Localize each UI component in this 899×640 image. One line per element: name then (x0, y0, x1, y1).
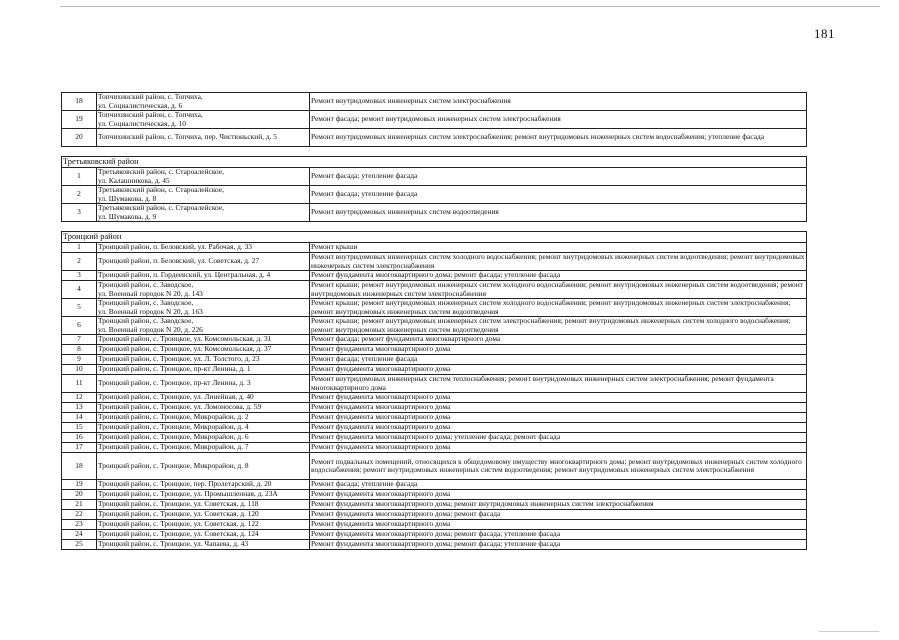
row-address: Троицкий район, с. Троицкое, ул. Л. Толстого, д. 23 (97, 355, 310, 365)
row-address: Троицкий район, с. Троицкое, Микрорайон, д. 2 (97, 413, 310, 423)
row-number: 20 (62, 129, 97, 147)
row-work-types: Ремонт внутридомовых инженерных систем холодного водоснабжения; ремонт внутридомовых инженерных систем водоотведения; ремонт внутридомовых инженерных систем электроснабжения (311, 252, 805, 270)
table-row (62, 186, 807, 204)
row-number: 15 (62, 423, 97, 433)
row-address: Троицкий район, с. Троицкое, ул. Советская, д. 118 (97, 500, 310, 510)
table-row (62, 335, 807, 345)
row-address: Троицкий район, п. Беловский, ул. Советская, д. 27 (97, 253, 310, 271)
row-address: Троицкий район, с. Троицкое, ул. Комсомольская, д. 37 (97, 345, 310, 355)
table-row (62, 453, 807, 480)
row-address: Троицкий район, с. Троицкое, Микрорайон, д. 7 (97, 443, 310, 453)
row-address: Троицкий район, с. Троицкое, ул. Линейная, д. 40 (97, 393, 310, 403)
table-row (62, 540, 807, 550)
row-work-types: Ремонт внутридомовых инженерных систем электроснабжения; ремонт внутридомовых инженерных систем водоснабжения; утепление фасада (310, 129, 807, 147)
row-work-types: Ремонт фундамента многоквартирного дома (310, 413, 807, 423)
row-work-types: Ремонт крыши; ремонт внутридомовых инженерных систем холодного водоснабжения; ремонт внутридомовых инженерных систем электроснабжения; ремонт внутридомовых инженерных систем водоотведения (310, 299, 807, 317)
row-address: Троицкий район, с. Заводское, ул. Военный городок N 20, д. 143 (97, 281, 310, 299)
table-row (62, 443, 807, 453)
table-row (62, 530, 807, 540)
scan-edge-line (60, 6, 880, 7)
row-address: Троицкий район, с. Троицкое, ул. Советская, д. 122 (97, 520, 310, 530)
row-number: 17 (62, 443, 97, 453)
section-spacer (62, 147, 807, 157)
row-work-types: Ремонт крыши; ремонт внутридомовых инженерных систем холодного водоснабжения; ремонт внутридомовых инженерных систем водоотведения; ремонт внутридомовых инженерных систем электроснабжения (310, 281, 807, 299)
row-number: 8 (62, 345, 97, 355)
table-row (62, 281, 807, 299)
table-row (62, 129, 807, 147)
table-row (62, 480, 807, 490)
row-address: Троицкий район, с. Троицкое, ул. Промышленная, д. 23А (97, 490, 310, 500)
row-number: 25 (62, 540, 97, 550)
row-work-types: Ремонт фундамента многоквартирного дома (310, 520, 807, 530)
row-work-types: Ремонт фасада; ремонт фундамента многоквартирного дома (310, 335, 807, 345)
row-work-types: Ремонт внутридомовых инженерных систем электроснабжения (310, 93, 807, 111)
row-number: 24 (62, 530, 97, 540)
row-work-types: Ремонт внутридомовых инженерных систем теплоснабжения; ремонт внутридомовых инженерных систем электроснабжения; ремонт фундамента многоквартирного дома (310, 375, 807, 393)
district-header-row (62, 157, 807, 168)
row-address: Троицкий район, с. Троицкое, ул. Советская, д. 120 (97, 510, 310, 520)
row-address: Троицкий район, с. Троицкое, пер. Пролетарский, д. 20 (97, 480, 310, 490)
table-row (62, 500, 807, 510)
table-row (62, 253, 807, 271)
table-row (62, 243, 807, 253)
row-number: 7 (62, 335, 97, 345)
row-address: Третьяковский район, с. Староалейское, ул. Шумакова, д. 9 (97, 204, 310, 222)
table-row (62, 393, 807, 403)
row-number: 14 (62, 413, 97, 423)
row-address: Топчихинский район, с. Топчиха, ул. Социалистическая, д. 10 (97, 111, 310, 129)
table-row (62, 510, 807, 520)
row-number: 2 (62, 253, 97, 271)
table-row (62, 168, 807, 186)
row-work-types: Ремонт фундамента многоквартирного дома; ремонт фасада; утепление фасада (310, 530, 807, 540)
row-work-types: Ремонт фундамента многоквартирного дома; ремонт фасада; утепление фасада (310, 540, 807, 550)
row-address: Троицкий район, с. Заводское, ул. Военный городок N 20, д. 163 (97, 299, 310, 317)
register-table-body (62, 93, 807, 550)
register-table (61, 92, 807, 550)
row-number: 19 (62, 111, 97, 129)
row-work-types: Ремонт крыши; ремонт внутридомовых инженерных систем электроснабжения; ремонт внутридомовых инженерных систем холодного водоснабжения; ремонт внутридомовых инженерных систем водоотведения (310, 317, 807, 335)
row-work-types: Ремонт фундамента многоквартирного дома (310, 345, 807, 355)
row-work-types: Ремонт крыши (310, 243, 807, 253)
row-work-types: Ремонт подвальных помещений, относящихся к общедомовому имуществу многоквартирного дома; ремонт внутридомовых инженерных систем холодного водоснабжения; ремонт внутридомовых инженерных систем водоотведения; ремонт внутридомовых инженерных систем электроснабжения (310, 453, 807, 480)
row-number: 10 (62, 365, 97, 375)
row-number: 13 (62, 403, 97, 413)
row-number: 12 (62, 393, 97, 403)
row-work-types: Ремонт фундамента многоквартирного дома; утепление фасада; ремонт фасада (310, 433, 807, 443)
row-number: 18 (62, 93, 97, 111)
row-address: Троицкий район, с. Троицкое, ул. Ломоносова, д. 59 (97, 403, 310, 413)
row-address: Троицкий район, п. Гордеевский, ул. Центральная, д. 4 (97, 271, 310, 281)
register-content (61, 92, 806, 550)
table-row (62, 490, 807, 500)
spacer-cell (62, 147, 807, 157)
row-work-types: Ремонт фасада; утепление фасада (310, 186, 807, 204)
row-number: 1 (62, 168, 97, 186)
row-number: 20 (62, 490, 97, 500)
table-row (62, 111, 807, 129)
row-number: 3 (62, 204, 97, 222)
row-work-types: Ремонт фундамента многоквартирного дома (310, 490, 807, 500)
row-address: Троицкий район, с. Троицкое, ул. Чапаева, д. 43 (97, 540, 310, 550)
row-address: Троицкий район, с. Заводское, ул. Военный городок N 20, д. 226 (97, 317, 310, 335)
table-row (62, 355, 807, 365)
row-address: Троицкий район, с. Троицкое, Микрорайон, д. 6 (97, 433, 310, 443)
row-number: 23 (62, 520, 97, 530)
row-number: 21 (62, 500, 97, 510)
table-row (62, 299, 807, 317)
row-number: 6 (62, 317, 97, 335)
row-number: 3 (62, 271, 97, 281)
row-number: 16 (62, 433, 97, 443)
row-address: Троицкий район, с. Троицкое, Микрорайон, д. 8 (97, 453, 310, 480)
district-name: Троицкий район (62, 232, 807, 243)
row-number: 2 (62, 186, 97, 204)
row-work-types: Ремонт фундамента многоквартирного дома (310, 365, 807, 375)
row-number: 19 (62, 480, 97, 490)
row-work-types: Ремонт фасада; ремонт внутридомовых инженерных систем электроснабжения (310, 111, 807, 129)
table-row (62, 423, 807, 433)
table-row (62, 375, 807, 393)
table-row (62, 403, 807, 413)
district-name: Третьяковский район (62, 157, 807, 168)
table-row (62, 433, 807, 443)
spacer-cell (62, 222, 807, 232)
row-address: Троицкий район, с. Троицкое, ул. Советская, д. 124 (97, 530, 310, 540)
table-row (62, 345, 807, 355)
row-work-types: Ремонт фундамента многоквартирного дома (310, 403, 807, 413)
row-work-types: Ремонт фундамента многоквартирного дома (310, 393, 807, 403)
row-number: 11 (62, 375, 97, 393)
table-row (62, 413, 807, 423)
row-address: Третьяковский район, с. Староалейское, ул. Калашникова, д. 45 (97, 168, 310, 186)
table-row (62, 365, 807, 375)
row-address: Троицкий район, с. Троицкое, Микрорайон, д. 4 (97, 423, 310, 433)
row-number: 22 (62, 510, 97, 520)
table-row (62, 520, 807, 530)
row-address: Троицкий район, п. Беловский, ул. Рабочая, д. 33 (97, 243, 310, 253)
row-work-types: Ремонт фасада; утепление фасада (310, 168, 807, 186)
row-work-types: Ремонт фундамента многоквартирного дома (310, 423, 807, 433)
row-number: 9 (62, 355, 97, 365)
row-work-types: Ремонт фундамента многоквартирного дома (310, 443, 807, 453)
row-address: Троицкий район, с. Троицкое, пр-кт Ленина, д. 3 (97, 375, 310, 393)
section-spacer (62, 222, 807, 232)
table-row (62, 317, 807, 335)
table-row (62, 204, 807, 222)
row-number: 18 (62, 453, 97, 480)
row-work-types: Ремонт фундамента многоквартирного дома; ремонт фасада; утепление фасада (310, 271, 807, 281)
row-number: 5 (62, 299, 97, 317)
row-address: Топчихинский район, с. Топчиха, пер. Чистюньский, д. 5 (97, 129, 310, 147)
page-number: 181 (814, 26, 835, 41)
row-number: 1 (62, 243, 97, 253)
row-address: Троицкий район, с. Троицкое, ул. Комсомольская, д. 31 (97, 335, 310, 345)
row-work-types: Ремонт фасада; утепление фасада (310, 480, 807, 490)
row-address: Топчихинский район, с. Топчиха, ул. Социалистическая, д. 6 (97, 93, 310, 111)
district-header-row (62, 232, 807, 243)
row-work-types: Ремонт фундамента многоквартирного дома; ремонт внутридомовых инженерных систем электроснабжения (310, 500, 807, 510)
table-row (62, 93, 807, 111)
row-number: 4 (62, 281, 97, 299)
row-address: Третьяковский район, с. Староалейское, ул. Шумакова, д. 8 (97, 186, 310, 204)
row-work-types: Ремонт фасада; утепление фасада (310, 355, 807, 365)
scan-edge-mark (819, 631, 879, 632)
row-work-types: Ремонт внутридомовых инженерных систем водоотведения (310, 204, 807, 222)
table-row (62, 271, 807, 281)
row-work-types: Ремонт фундамента многоквартирного дома; ремонт фасада (310, 510, 807, 520)
row-address: Троицкий район, с. Троицкое, пр-кт Ленина, д. 1 (97, 365, 310, 375)
